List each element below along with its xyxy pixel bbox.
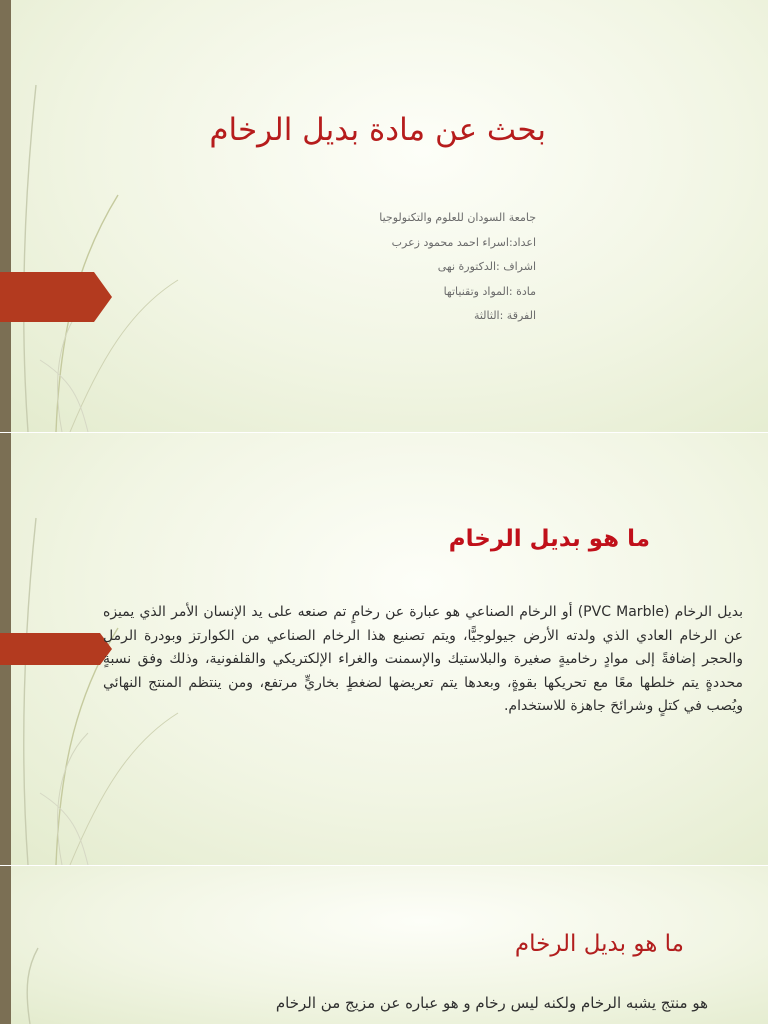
info-line-university: جامعة السودان للعلوم والتكنولوجيا <box>379 211 536 224</box>
accent-arrow-tab <box>0 272 112 322</box>
slide-1 <box>0 0 768 432</box>
info-line-year: الفرقة :الثالثة <box>473 309 536 323</box>
info-line-subject: مادة :المواد وتقنياتها <box>443 284 536 298</box>
slide-title: ما هو بديل الرخام <box>514 931 684 957</box>
accent-arrow-tab <box>0 633 112 665</box>
decorative-curves <box>0 0 180 432</box>
slide-3 <box>0 866 768 1024</box>
info-list <box>236 208 536 331</box>
info-line-supervisor: اشراف :الدكتورة نهى <box>437 260 536 274</box>
slide-title: بحث عن مادة بديل الرخام <box>209 112 546 148</box>
info-line-author: اعداد:اسراء احمد محمود زعرب <box>391 235 536 249</box>
slide-title: ما هو بديل الرخام <box>448 526 650 552</box>
slide-body-text: بديل الرخام (PVC Marble) أو الرخام الصناعي هو عبارة عن رخامٍ تم صنعه على يد الإنسان الأمر الذي يميزه عن الرخام العادي الذي ولدته الأرض جيولوجيًّا، ويتم تصنيع هذا الرخام الصناعي من الكوارتز وبودرة الرمل والحجر إضافةً إلى موادٍ رخاميةٍ صغيرة والبلاستيك والإسمنت والغراء الإلكتريكي والقلفونية، وذلك وفق نسبةٍ محددةٍ يتم خلطها معًا مع تحريكها بقوةٍ، وبعدها يتم تعريضها لضغطٍ بخاريٍّ مرتفع، ومن ينتظم المنتج النهائي ويُصب في كتلٍ وشرائحَ جاهزة للاستخدام. <box>103 604 743 714</box>
slide-2 <box>0 433 768 865</box>
slide-body-text: هو منتج يشبه الرخام ولكنه ليس رخام و هو عباره عن مزيج من الرخام <box>275 994 708 1012</box>
